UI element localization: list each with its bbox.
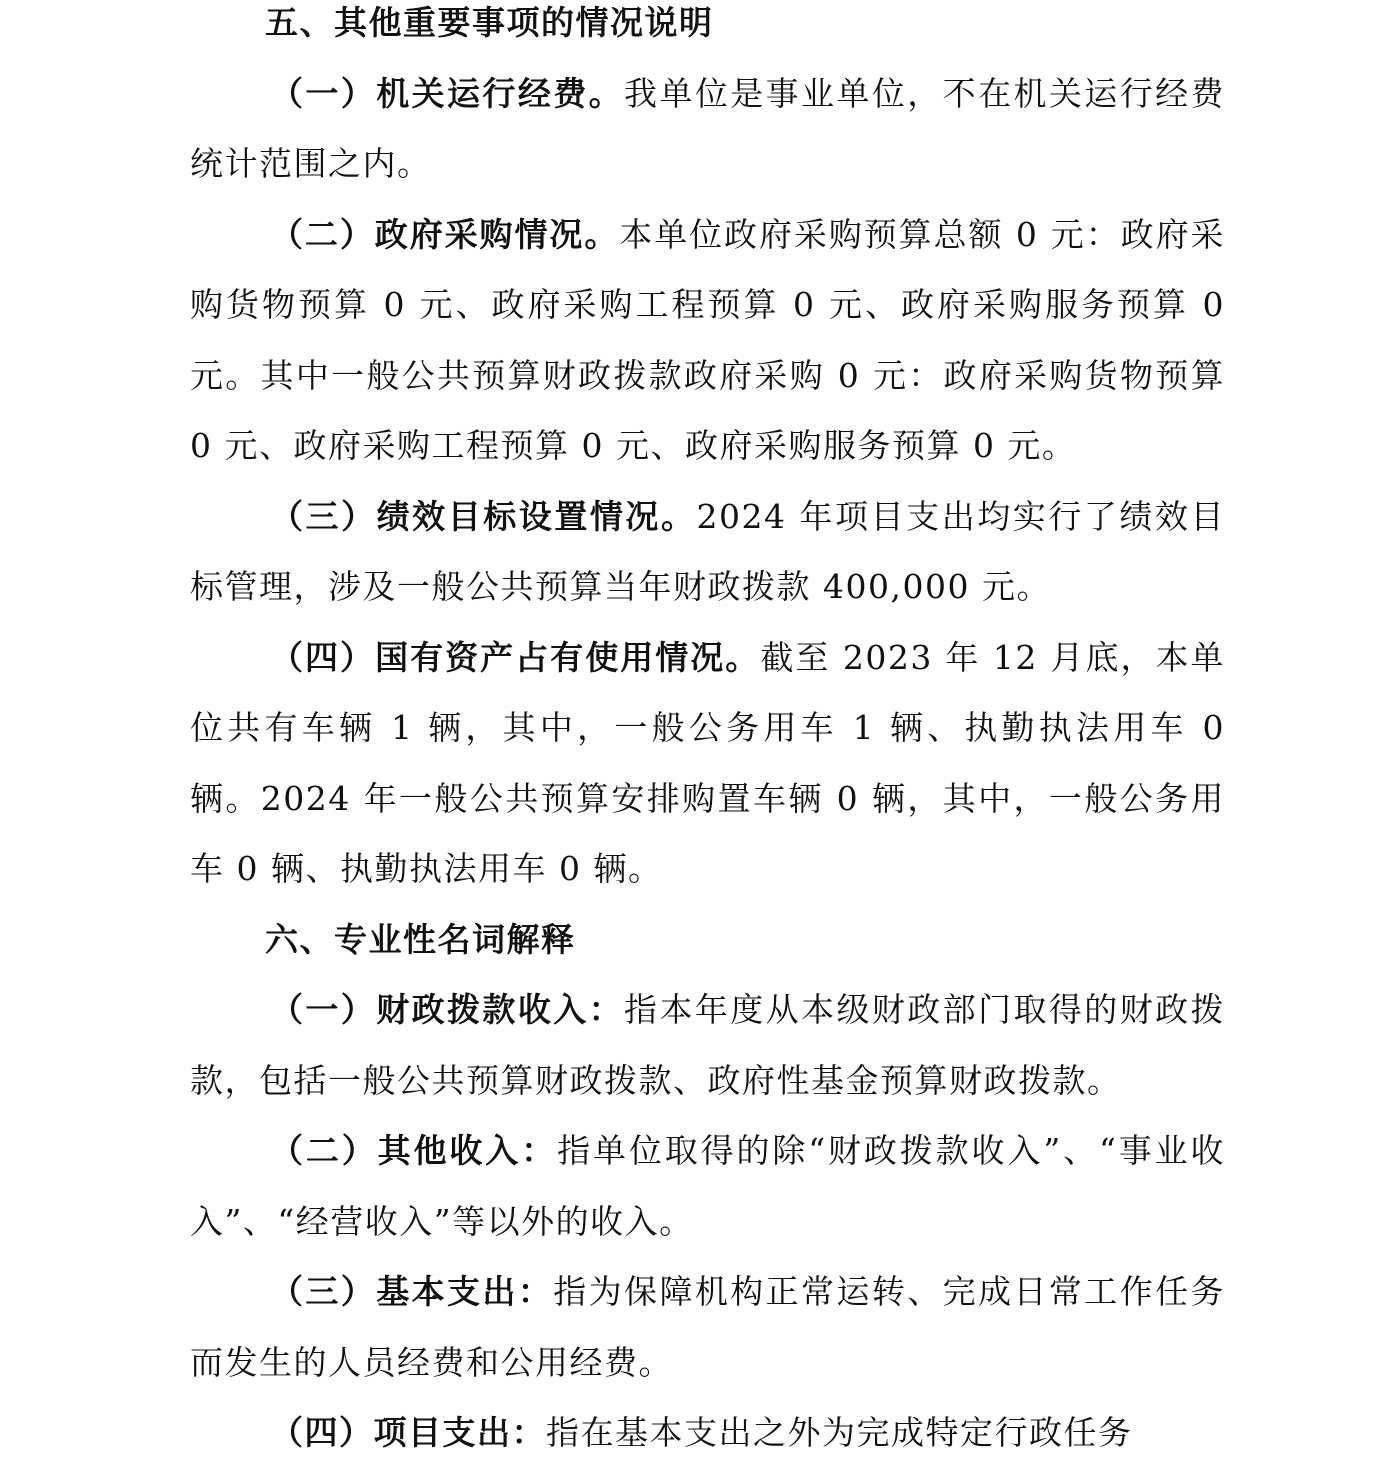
item-title: （四）项目支出：	[270, 1413, 546, 1452]
item-body: 截至 2023 年 12 月底，本单位共有车辆 1 辆，其中，一般公务用车 1 辆、执勤执法用车 0 辆。2024 年一般公共预算安排购置车辆 0 辆，其中，一般公务用车 0 辆、执勤执法用车 0 辆。	[190, 637, 1226, 888]
section-other-matters	[190, 0, 1225, 905]
section-heading: 六、专业性名词解释	[265, 919, 576, 959]
item-body: 指为保障机构正常运转、完成日常工作任务而发生的人员经费和公用经费。	[190, 1272, 1226, 1382]
paragraph-performance-targets	[190, 482, 1225, 623]
item-body: 指在基本支出之外为完成特定行政任务	[546, 1413, 1133, 1452]
item-title: （一）财政拨款收入：	[270, 990, 625, 1029]
item-title: （二）其他收入：	[270, 1131, 558, 1170]
paragraph-project-expenditure	[190, 1398, 1225, 1469]
item-body: 本单位政府采购预算总额 0 元：政府采购货物预算 0 元、政府采购工程预算 0 元、政府采购服务预算 0 元。其中一般公共预算财政拨款政府采购 0 元：政府采购货物预算 0 元、政府采购工程预算 0 元、政府采购服务预算 0 元。	[190, 214, 1225, 465]
item-title: （三）基本支出：	[270, 1272, 554, 1311]
item-title: （一）机关运行经费。	[270, 73, 625, 113]
item-body: 指本年度从本级财政部门取得的财政拨款，包括一般公共预算财政拨款、政府性基金预算财政拨款。	[190, 990, 1226, 1100]
document-body	[190, 0, 1225, 1469]
paragraph-other-income	[190, 1116, 1225, 1257]
item-body: 2024 年项目支出均实行了绩效目标管理，涉及一般公共预算当年财政拨款 400,000 元。	[190, 496, 1225, 606]
paragraph-operating-expenses	[190, 59, 1225, 200]
item-body: 指单位取得的除“财政拨款收入”、“事业收入”、“经营收入”等以外的收入。	[190, 1131, 1225, 1241]
section-glossary	[190, 905, 1225, 1469]
paragraph-fiscal-appropriation-income	[190, 975, 1225, 1116]
item-title: （三）绩效目标设置情况。	[270, 496, 697, 536]
paragraph-state-assets	[190, 623, 1225, 905]
item-body: 我单位是事业单位，不在机关运行经费统计范围之内。	[190, 73, 1226, 183]
section-heading: 五、其他重要事项的情况说明	[265, 3, 714, 42]
item-title: （二）政府采购情况。	[270, 214, 620, 254]
paragraph-government-procurement	[190, 200, 1225, 482]
item-title: （四）国有资产占有使用情况。	[270, 637, 761, 677]
paragraph-basic-expenditure	[190, 1257, 1225, 1398]
